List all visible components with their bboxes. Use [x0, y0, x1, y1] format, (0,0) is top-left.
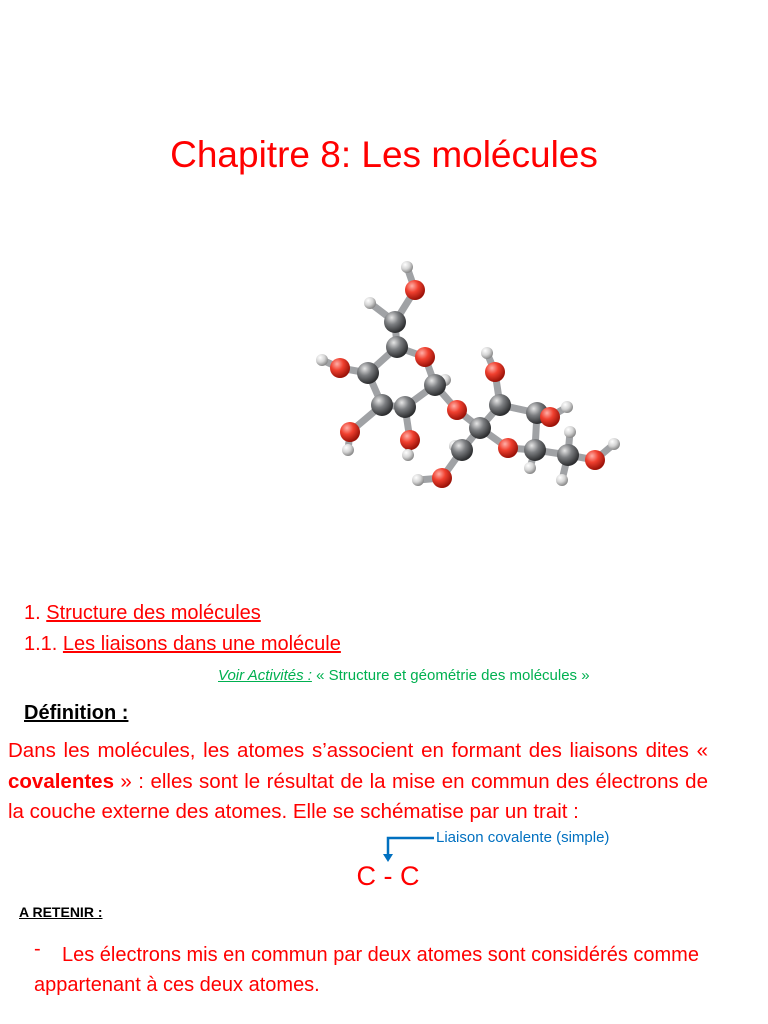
hydrogen-atom [608, 438, 620, 450]
definition-heading: Définition : [24, 702, 129, 724]
carbon-atom [424, 374, 446, 396]
hydrogen-atom [342, 444, 354, 456]
hydrogen-atom [524, 462, 536, 474]
hydrogen-atom [401, 261, 413, 273]
section-1-1-heading [24, 631, 341, 657]
carbon-atom [386, 336, 408, 358]
oxygen-atom [400, 430, 420, 450]
definition-text [8, 736, 708, 828]
carbon-atom [469, 417, 491, 439]
bullet-dash: - [34, 938, 41, 960]
sucrose-molecule-illustration [300, 250, 640, 500]
hydrogen-atom [481, 347, 493, 359]
oxygen-atom [432, 468, 452, 488]
section-1-number: 1. [24, 602, 47, 624]
definition-part-2: » : elles sont le résultat de la mise en commun des électrons de la couche externe des atomes. Elle se schématise par un trait : [8, 769, 708, 823]
retenir-text: Les électrons mis en commun par deux atomes sont considérés comme appartenant à ces deux atomes. [34, 944, 699, 996]
retenir-heading: A RETENIR : [19, 904, 103, 920]
bond-formula: C - C [356, 861, 420, 891]
oxygen-atom [585, 450, 605, 470]
activity-reference [218, 666, 590, 686]
oxygen-atom [405, 280, 425, 300]
retenir-list-item [34, 940, 734, 1000]
oxygen-atom [340, 422, 360, 442]
carbon-atom [524, 439, 546, 461]
oxygen-atom [540, 407, 560, 427]
carbon-atom [371, 394, 393, 416]
oxygen-atom [415, 347, 435, 367]
page-title: Chapitre 8: Les molécules [170, 134, 598, 175]
definition-keyword: covalentes [8, 769, 114, 793]
section-1-1-link[interactable]: Les liaisons dans une molécule [62, 633, 341, 655]
hydrogen-atom [316, 354, 328, 366]
section-1-heading [24, 600, 261, 626]
carbon-atom [451, 439, 473, 461]
carbon-atom [384, 311, 406, 333]
section-1-1-number: 1.1. [24, 633, 63, 655]
definition-part-1: Dans les molécules, les atomes s’associent en formant des liaisons dites « [8, 739, 708, 762]
hydrogen-atom [561, 401, 573, 413]
hydrogen-atom [364, 297, 376, 309]
oxygen-atom [330, 358, 350, 378]
activity-link[interactable]: Voir Activités : [218, 667, 312, 684]
oxygen-atom [447, 400, 467, 420]
hydrogen-atom [412, 474, 424, 486]
activity-title: « Structure et géométrie des molécules » [311, 667, 590, 684]
carbon-atom [357, 362, 379, 384]
oxygen-atom [485, 362, 505, 382]
section-1-link[interactable]: Structure des molécules [46, 602, 261, 624]
carbon-atom [489, 394, 511, 416]
bond-label: Liaison covalente (simple) [436, 829, 610, 846]
hydrogen-atom [402, 449, 414, 461]
carbon-atom [394, 396, 416, 418]
oxygen-atom [498, 438, 518, 458]
hydrogen-atom [564, 426, 576, 438]
carbon-atom [557, 444, 579, 466]
hydrogen-atom [556, 474, 568, 486]
